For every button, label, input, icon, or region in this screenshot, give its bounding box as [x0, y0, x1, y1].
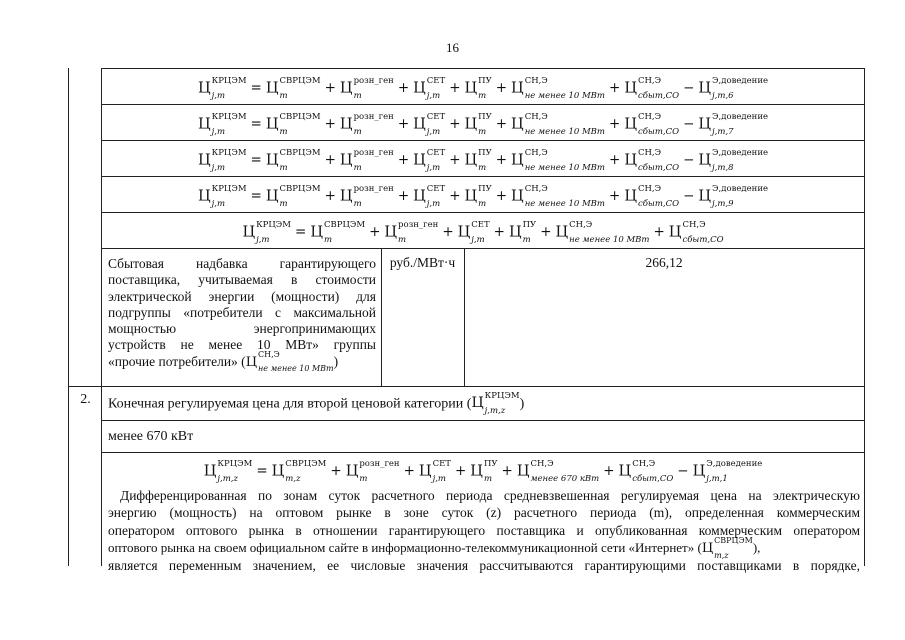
formula-delivery-9: Ц КРЦЭМ j,m = Ц СВРЦЭМ m + Ц розн_ген m + Ц СЕТ j,m + Ц ПУ m + Ц СН,Э не менее 10 МВт + Ц СН,Э сбыт,СО − Ц Э,доведение j,m,9 [197, 184, 769, 209]
formula-delivery-7: Ц КРЦЭМ j,m = Ц СВРЦЭМ m + Ц розн_ген m + Ц СЕТ j,m + Ц ПУ m + Ц СН,Э не менее 10 МВт + Ц СН,Э сбыт,СО − Ц Э,доведение j,m,7 [197, 112, 769, 137]
formula-delivery-6: Ц КРЦЭМ j,m = Ц СВРЦЭМ m + Ц розн_ген m + Ц СЕТ j,m + Ц ПУ m + Ц СН,Э не менее 10 МВт + Ц СН,Э сбыт,СО − Ц Э,доведение j,m,6 [197, 76, 769, 101]
subgroup-row [102, 420, 864, 452]
markup-unit: руб./МВт·ч [389, 255, 456, 270]
formula-delivery-8: Ц КРЦЭМ j,m = Ц СВРЦЭМ m + Ц розн_ген m + Ц СЕТ j,m + Ц ПУ m + Ц СН,Э не менее 10 МВт + Ц СН,Э сбыт,СО − Ц Э,доведение j,m,8 [197, 148, 769, 173]
formula-row-9 [102, 176, 864, 212]
zone-paragraph: Дифференцированная по зонам суток расчетного периода средневзвешенная регулируемая цена на электрическую энергию (мощность) на оптовом рынке в зоне суток (z) расчетного периода (m), определенная коммерческим оператором оптового рынка в отношении гарантирующего поставщика и опубликованная коммерческим оператором оптового рынка на своем официальном сайте в информационно-телекоммуникационной сети «Интернет» (Ц СВРЦЭМ m,z ), является переменным значением, ее числовые значения рассчитываются гарантирующими поставщиками в порядке, [108, 487, 860, 574]
markup-row [102, 248, 864, 386]
formula-base: Ц КРЦЭМ j,m = Ц СВРЦЭМ m + Ц розн_ген m + Ц СЕТ j,m + Ц ПУ m + Ц СН,Э не менее 10 МВт + Ц СН,Э сбыт,СО [242, 220, 724, 245]
markup-description: Сбытовая надбавка гарантирующего поставщика, учитываемая в стоимости электрической энергии (мощности) для подгруппы «потребители с максимальной мощностью энергопринимающих устройств не менее 10 МВт» группы «прочие потребители» (Ц СН,Э не менее 10 МВт ) [108, 256, 376, 374]
subgroup-label: менее 670 кВт [108, 429, 194, 444]
section2-heading-row [102, 386, 864, 420]
formula-row-7 [102, 104, 864, 140]
number-column [68, 68, 102, 566]
zone-formula-row [102, 452, 864, 574]
main-column [101, 68, 865, 574]
section2-heading: Конечная регулируемая цена для второй ценовой категории (Ц КРЦЭМ j,m,z ) [108, 391, 525, 416]
formula-zone: Ц КРЦЭМ j,m,z = Ц СВРЦЭМ m,z + Ц розн_ген m + Ц СЕТ j,m + Ц ПУ m + Ц СН,Э менее 670 кВт + Ц СН,Э сбыт,СО − Ц Э,доведение j,m,1 [203, 459, 763, 484]
formula-row-base [102, 212, 864, 248]
formula-row-6 [102, 68, 864, 104]
markup-value: 266,12 [645, 255, 683, 270]
page-number: 16 [446, 40, 459, 55]
section-number: 2. [80, 392, 91, 407]
formula-row-8 [102, 140, 864, 176]
